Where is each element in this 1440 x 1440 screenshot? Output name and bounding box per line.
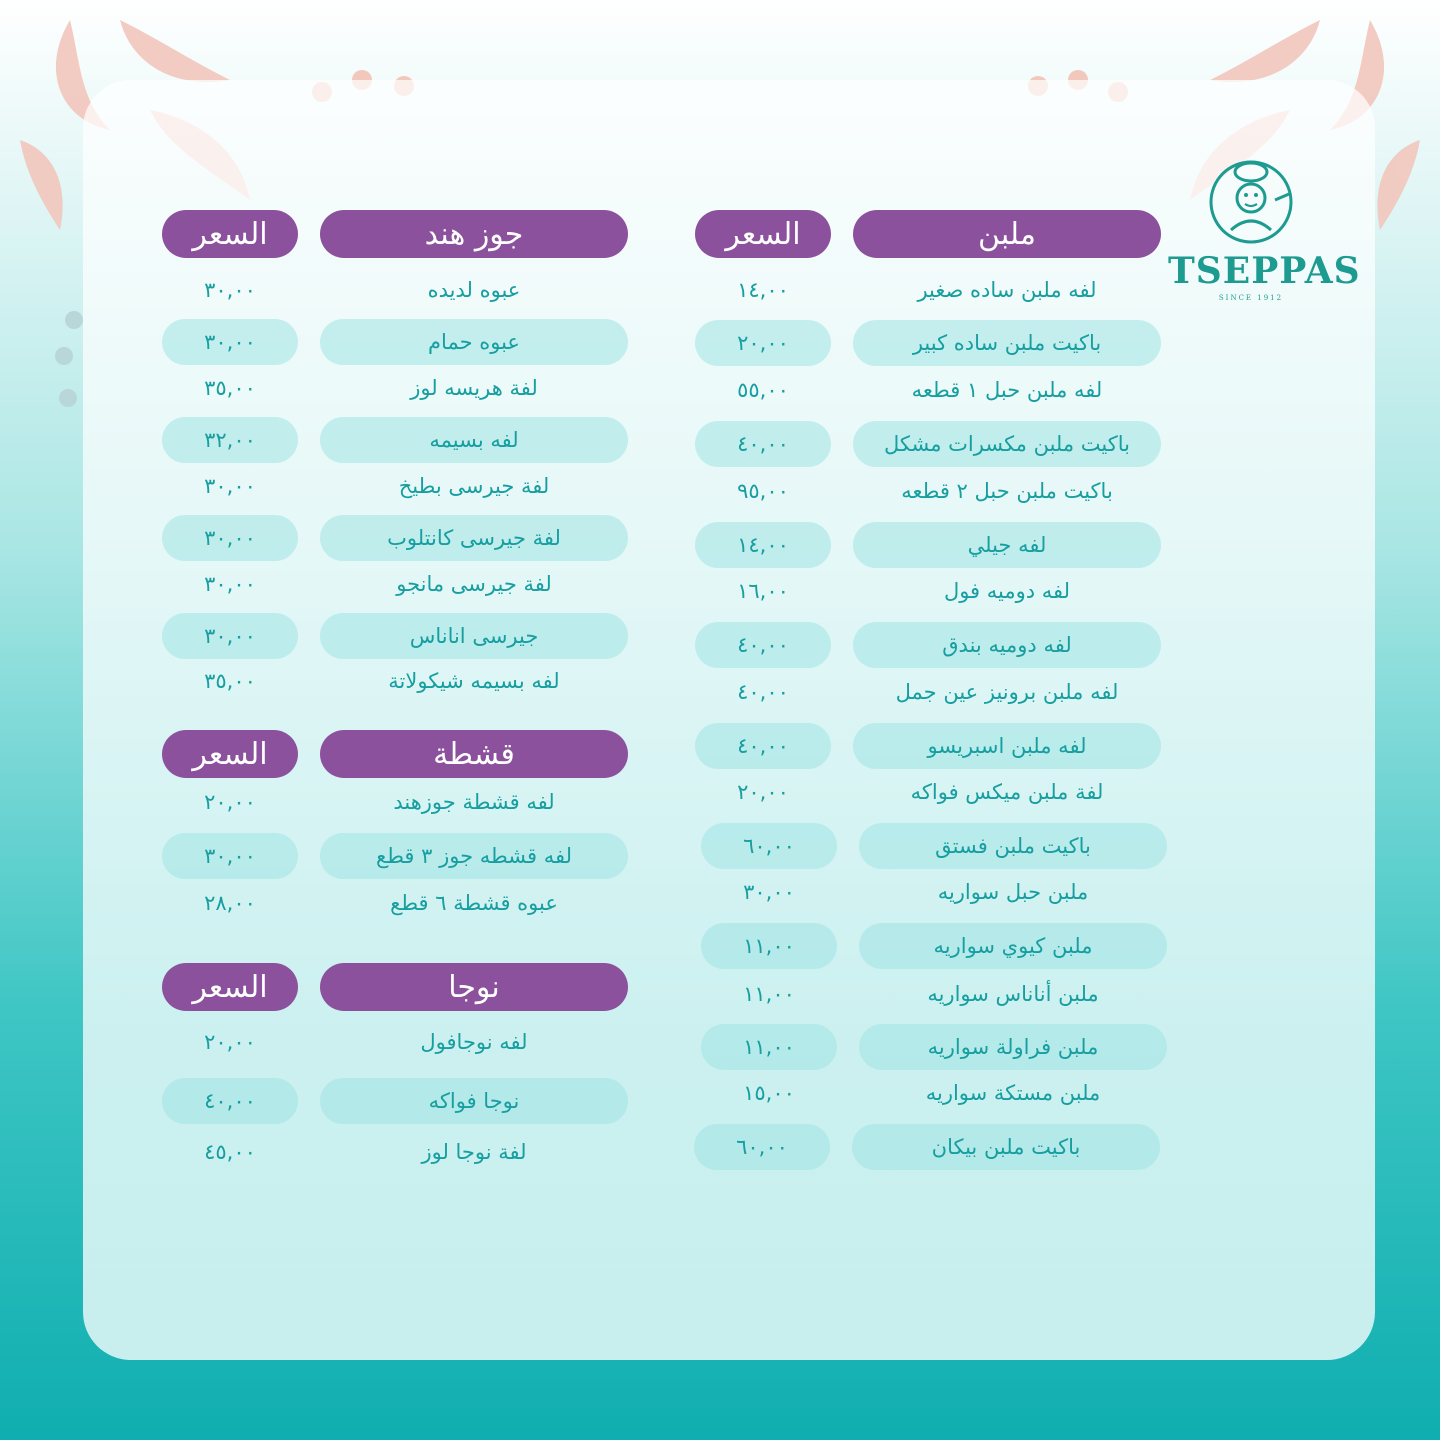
coconut-item-3-name: لفة هريسه لوز: [410, 376, 538, 400]
coconut-item-1-price: ٣٠,٠٠: [204, 278, 256, 302]
coconut-item-2-price: ٣٠,٠٠: [162, 319, 298, 365]
malban-item-14-name: ملبن كيوي سواريه: [859, 923, 1167, 969]
malban-item-8-name: لفه دوميه بندق: [853, 622, 1161, 668]
malban-item-3-price: ٥٥,٠٠: [737, 378, 789, 402]
malban-item-9-name: لفه ملبن برونيز عين جمل: [895, 680, 1119, 704]
malban-item-18-price: ٦٠,٠٠: [694, 1124, 830, 1170]
malban-header: ملبن: [853, 210, 1161, 258]
malban-item-12-name: باكيت ملبن فستق: [859, 823, 1167, 869]
nougat-item-2-price: ٤٠,٠٠: [162, 1078, 298, 1124]
malban-item-13-name: ملبن حبل سواريه: [937, 880, 1089, 904]
malban-item-18-name: باكيت ملبن بيكان: [852, 1124, 1160, 1170]
malban-item-2-price: ٢٠,٠٠: [695, 320, 831, 366]
malban-item-7-name: لفه دوميه فول: [943, 579, 1071, 603]
ashta-item-3-name: عبوه قشطة ٦ قطع: [390, 891, 558, 915]
malban-item-6-price: ١٤,٠٠: [695, 522, 831, 568]
malban-item-6-name: لفه جيلي: [853, 522, 1161, 568]
nougat-item-3-name: لفة نوجا لوز: [421, 1140, 527, 1164]
coconut-item-4-price: ٣٢,٠٠: [162, 417, 298, 463]
coconut-item-1-name: عبوه لديده: [427, 278, 521, 302]
ashta-item-1-name: لفه قشطة جوزهند: [393, 790, 555, 814]
malban-item-7-price: ١٦,٠٠: [737, 579, 789, 603]
malban-item-14-price: ١١,٠٠: [701, 923, 837, 969]
coconut-item-8-price: ٣٠,٠٠: [162, 613, 298, 659]
brand-since: SINCE 1912: [1218, 294, 1284, 302]
coconut-item-7-price: ٣٠,٠٠: [204, 572, 256, 596]
malban-item-17-name: ملبن مستكة سواريه: [925, 1081, 1101, 1105]
coconut-header: جوز هند: [320, 210, 628, 258]
nougat-price-header: السعر: [162, 963, 298, 1011]
malban-item-4-price: ٤٠,٠٠: [695, 421, 831, 467]
coconut-item-2-name: عبوه حمام: [320, 319, 628, 365]
coconut-item-4-name: لفه بسيمه: [320, 417, 628, 463]
nougat-item-2-name: نوجا فواكه: [320, 1078, 628, 1124]
malban-item-13-price: ٣٠,٠٠: [743, 880, 795, 904]
malban-item-1-name: لفه ملبن ساده صغير: [917, 278, 1097, 302]
ashta-item-1-price: ٢٠,٠٠: [204, 790, 256, 814]
ashta-price-header: السعر: [162, 730, 298, 778]
brand-name: TSEPPAS: [1168, 250, 1361, 292]
coconut-item-5-price: ٣٠,٠٠: [204, 474, 256, 498]
malban-item-5-price: ٩٥,٠٠: [737, 479, 789, 503]
malban-item-17-price: ١٥,٠٠: [743, 1081, 795, 1105]
chef-logo-icon: [1201, 150, 1301, 250]
nougat-item-1-price: ٢٠,٠٠: [204, 1030, 256, 1054]
coconut-item-6-price: ٣٠,٠٠: [162, 515, 298, 561]
ashta-item-2-price: ٣٠,٠٠: [162, 833, 298, 879]
malban-item-12-price: ٦٠,٠٠: [701, 823, 837, 869]
coconut-item-6-name: لفة جيرسى كانتلوب: [320, 515, 628, 561]
malban-price-header: السعر: [695, 210, 831, 258]
ashta-item-2-name: لفه قشطه جوز ٣ قطع: [320, 833, 628, 879]
coconut-item-9-price: ٣٥,٠٠: [204, 669, 256, 693]
malban-item-15-name: ملبن أناناس سواريه: [927, 982, 1099, 1006]
malban-item-8-price: ٤٠,٠٠: [695, 622, 831, 668]
malban-item-2-name: باكيت ملبن ساده كبير: [853, 320, 1161, 366]
coconut-price-header: السعر: [162, 210, 298, 258]
brand-logo: [1168, 150, 1361, 320]
malban-item-11-name: لفة ملبن ميكس فواكه: [910, 780, 1104, 804]
malban-item-16-price: ١١,٠٠: [701, 1024, 837, 1070]
malban-item-11-price: ٢٠,٠٠: [737, 780, 789, 804]
malban-item-4-name: باكيت ملبن مكسرات مشكل: [853, 421, 1161, 467]
malban-item-10-price: ٤٠,٠٠: [695, 723, 831, 769]
malban-item-10-name: لفه ملبن اسبريسو: [853, 723, 1161, 769]
malban-item-15-price: ١١,٠٠: [743, 982, 795, 1006]
malban-item-1-price: ١٤,٠٠: [737, 278, 789, 302]
malban-item-9-price: ٤٠,٠٠: [737, 680, 789, 704]
ashta-header: قشطة: [320, 730, 628, 778]
coconut-item-8-name: جيرسى اناناس: [320, 613, 628, 659]
coconut-item-7-name: لفة جيرسى مانجو: [396, 572, 552, 596]
nougat-item-1-name: لفه نوجافول: [420, 1030, 528, 1054]
coconut-item-5-name: لفة جيرسى بطيخ: [398, 474, 550, 498]
nougat-header: نوجا: [320, 963, 628, 1011]
ashta-item-3-price: ٢٨,٠٠: [204, 891, 256, 915]
coconut-item-9-name: لفه بسيمه شيكولاتة: [388, 669, 560, 693]
malban-item-3-name: لفه ملبن حبل ١ قطعه: [911, 378, 1103, 402]
coconut-item-3-price: ٣٥,٠٠: [204, 376, 256, 400]
nougat-item-3-price: ٤٥,٠٠: [204, 1140, 256, 1164]
malban-item-5-name: باكيت ملبن حبل ٢ قطعه: [901, 479, 1113, 503]
malban-item-16-name: ملبن فراولة سواريه: [859, 1024, 1167, 1070]
